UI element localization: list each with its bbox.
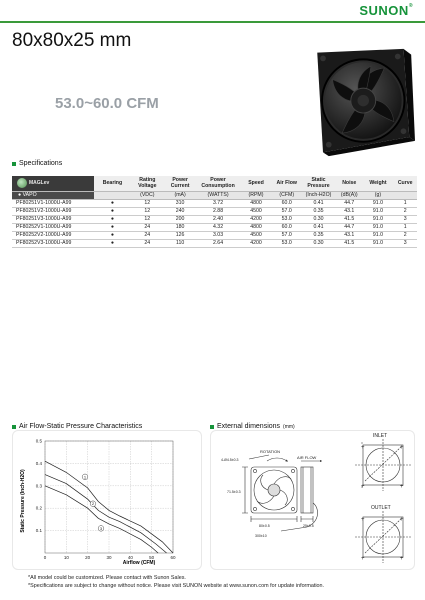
unit-static-pressure: (Inch-H2O) (301, 191, 336, 199)
cell-pressure: 0.41 (301, 223, 336, 231)
sunon-logo: SUNON® (359, 3, 413, 18)
header-air-flow: Air Flow (272, 176, 301, 191)
cell-bearing: ● (94, 239, 131, 247)
cell-weight: 91.0 (363, 207, 394, 215)
cell-noise: 41.5 (336, 215, 363, 223)
pq-chart (13, 431, 203, 571)
pq-curve-label: 2 (91, 501, 95, 507)
table-unit-row (12, 191, 417, 199)
pq-y-tick-label: 0.1 (35, 528, 42, 534)
cell-voltage: 12 (131, 199, 164, 207)
footnote-customization: *All model could be customized. Please contact with Sunon Sales. (28, 575, 186, 581)
label-dim-depth: 25±0.5 (303, 524, 314, 528)
pq-chart-heading: Air Flow-Static Pressure Characteristics (12, 423, 142, 430)
header-curve: Curve (393, 176, 417, 191)
fan-product-image (300, 45, 415, 160)
cell-power: 2.88 (197, 207, 240, 215)
unit-speed: (RPM) (240, 191, 273, 199)
svg-text:+: + (400, 484, 404, 490)
dimensions-heading: External dimensions (mm) (210, 423, 295, 430)
pq-x-tick-label: 40 (127, 555, 133, 560)
header-speed: Speed (240, 176, 273, 191)
cell-noise: 44.7 (336, 223, 363, 231)
page-header (0, 0, 425, 22)
cell-weight: 91.0 (363, 231, 394, 239)
pq-x-axis-label: Airflow (CFM) (122, 560, 156, 566)
cell-speed: 4800 (240, 223, 273, 231)
unit-noise: (dB(A)) (336, 191, 363, 199)
label-dim-wire: 300±10 (255, 534, 267, 538)
unit-bearing: ● VAPO (12, 191, 94, 199)
cell-curve: 3 (393, 239, 417, 247)
cell-curve: 1 (393, 199, 417, 207)
cell-power: 3.03 (197, 231, 240, 239)
svg-text:+: + (361, 445, 365, 451)
header-weight: Weight (363, 176, 394, 191)
cell-noise: 43.1 (336, 207, 363, 215)
header-power-consumption: Power Consumption (197, 176, 240, 191)
bullet-square-icon (210, 425, 214, 429)
maglev-logo-icon (17, 178, 27, 188)
cell-power: 2.64 (197, 239, 240, 247)
bullet-square-icon (12, 162, 16, 166)
page-title: 80x80x25 mm (12, 30, 132, 51)
pq-x-tick-label: 10 (63, 555, 69, 560)
unit-weight: (g) (363, 191, 394, 199)
cell-model: PF80252V3-1000U-A99 (12, 239, 94, 247)
airflow-range: 53.0~60.0 CFM (55, 95, 159, 112)
cell-weight: 91.0 (363, 199, 394, 207)
cell-airflow: 60.0 (272, 199, 301, 207)
table-row (12, 199, 417, 207)
cell-pressure: 0.30 (301, 215, 336, 223)
pq-x-tick-label: 20 (85, 555, 91, 560)
pq-curve-label: 1 (83, 474, 87, 480)
cell-voltage: 24 (131, 231, 164, 239)
cell-current: 180 (164, 223, 197, 231)
cell-bearing: ● (94, 199, 131, 207)
cell-weight: 91.0 (363, 223, 394, 231)
pq-y-tick-label: 0.2 (35, 505, 42, 511)
cell-speed: 4200 (240, 215, 273, 223)
dimensions-frame (210, 430, 415, 570)
side-view (281, 461, 321, 531)
header-noise: Noise (336, 176, 363, 191)
cell-bearing: ● (94, 231, 131, 239)
unit-power-current: (mA) (164, 191, 197, 199)
cell-airflow: 53.0 (272, 239, 301, 247)
svg-text:+: + (400, 556, 404, 562)
cell-current: 240 (164, 207, 197, 215)
cell-power: 4.32 (197, 223, 240, 231)
bullet-square-icon (12, 425, 16, 429)
label-rotation: ROTATION (260, 449, 281, 454)
cell-current: 126 (164, 231, 197, 239)
cell-bearing: ● (94, 207, 131, 215)
pq-y-axis-label: Static Pressure (Inch-H2O) (20, 469, 26, 533)
specifications-heading: Specifications (12, 160, 62, 167)
unit-power-consumption: (WATTS) (197, 191, 240, 199)
specifications-table (12, 176, 417, 248)
svg-text:+: + (361, 484, 365, 490)
unit-bearing-blank (94, 191, 131, 199)
cell-model: PF80251V3-1000U-A99 (12, 215, 94, 223)
label-outlet: OUTLET (371, 505, 391, 511)
cell-power: 3.72 (197, 199, 240, 207)
cell-curve: 2 (393, 207, 417, 215)
cell-airflow: 57.0 (272, 231, 301, 239)
pq-x-tick-label: 0 (43, 555, 47, 560)
header-bearing: Bearing (94, 176, 131, 191)
cell-voltage: 12 (131, 215, 164, 223)
external-dimensions-drawing (211, 431, 416, 571)
cell-curve: 3 (393, 215, 417, 223)
pq-series-line-3 (45, 486, 158, 553)
pq-x-tick-label: 30 (106, 555, 112, 560)
cell-speed: 4200 (240, 239, 273, 247)
cell-weight: 91.0 (363, 239, 394, 247)
pq-x-tick-label: 60 (170, 555, 176, 560)
cell-curve: 1 (393, 223, 417, 231)
cell-weight: 91.0 (363, 215, 394, 223)
cell-current: 310 (164, 199, 197, 207)
unit-air-flow: (CFM) (272, 191, 301, 199)
cell-speed: 4500 (240, 231, 273, 239)
header-static-pressure: Static Pressure (301, 176, 336, 191)
outlet-view (355, 511, 411, 563)
footnote-specifications: *Specifications are subject to change without notice. Please visit SUNON website at www.sunon.com for update information. (28, 583, 325, 589)
svg-text:+: + (400, 445, 404, 451)
cell-current: 110 (164, 239, 197, 247)
cell-speed: 4500 (240, 207, 273, 215)
cell-airflow: 53.0 (272, 215, 301, 223)
table-row (12, 239, 417, 247)
cell-voltage: 24 (131, 223, 164, 231)
table-row (12, 223, 417, 231)
label-inlet: INLET (373, 433, 388, 439)
label-air-flow: AIR FLOW (297, 455, 317, 460)
header-power-current: Power Current (164, 176, 197, 191)
cell-noise: 41.5 (336, 239, 363, 247)
pq-curve-label: 3 (99, 525, 103, 531)
table-header-row (12, 176, 417, 191)
cell-current: 200 (164, 215, 197, 223)
pq-y-tick-label: 0.4 (35, 460, 42, 466)
label-dim-holes: 4-Ø4.5±0.3 (221, 458, 239, 462)
cell-pressure: 0.41 (301, 199, 336, 207)
cell-pressure: 0.35 (301, 231, 336, 239)
pq-x-tick-label: 50 (149, 555, 155, 560)
header-divider (0, 21, 425, 23)
cell-model: PF80252V1-1000U-A99 (12, 223, 94, 231)
cell-voltage: 24 (131, 239, 164, 247)
pq-y-tick-label: 0.3 (35, 483, 42, 489)
table-row (12, 215, 417, 223)
pq-chart-frame (12, 430, 202, 570)
header-rating-voltage: Rating Voltage (131, 176, 164, 191)
inlet-view (355, 439, 411, 491)
label-dim-width: 80±0.5 (259, 524, 270, 528)
cell-bearing: ● (94, 215, 131, 223)
cell-model: PF80251V2-1000U-A99 (12, 207, 94, 215)
cell-noise: 44.7 (336, 199, 363, 207)
svg-text:+: + (400, 517, 404, 523)
cell-noise: 43.1 (336, 231, 363, 239)
maglev-badge: MAGLev (12, 176, 94, 191)
cell-airflow: 60.0 (272, 223, 301, 231)
label-dim-hole: 71.5±0.3 (227, 490, 241, 494)
pq-y-tick-label: 0.5 (35, 438, 42, 444)
cell-voltage: 12 (131, 207, 164, 215)
cell-power: 2.40 (197, 215, 240, 223)
unit-rating-voltage: (VDC) (131, 191, 164, 199)
cell-model: PF80251V1-1000U-A99 (12, 199, 94, 207)
cell-speed: 4800 (240, 199, 273, 207)
cell-pressure: 0.35 (301, 207, 336, 215)
cell-curve: 2 (393, 231, 417, 239)
cell-bearing: ● (94, 223, 131, 231)
cell-pressure: 0.30 (301, 239, 336, 247)
cell-airflow: 57.0 (272, 207, 301, 215)
pq-series-line-2 (45, 475, 167, 553)
front-view (242, 455, 297, 522)
unit-curve (393, 191, 417, 199)
svg-text:+: + (361, 517, 365, 523)
table-row (12, 231, 417, 239)
cell-model: PF80252V2-1000U-A99 (12, 231, 94, 239)
table-row (12, 207, 417, 215)
svg-text:+: + (361, 556, 365, 562)
